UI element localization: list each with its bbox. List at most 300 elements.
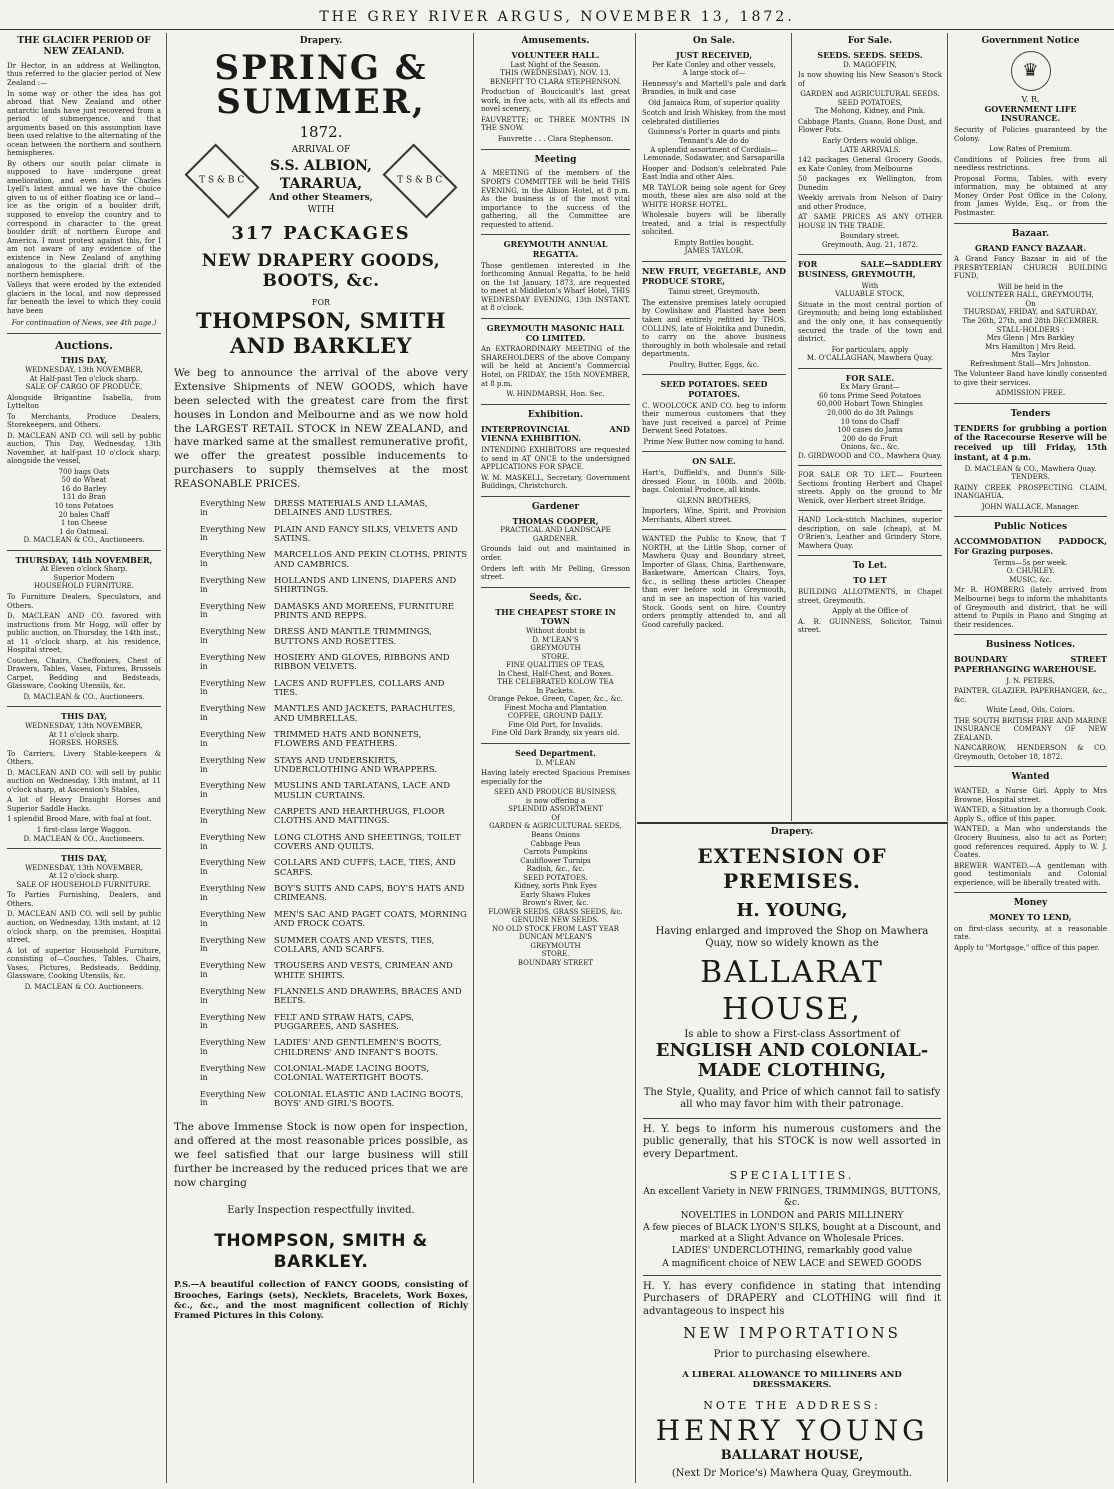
arrival-line: WITH [307,205,335,216]
ad-line: Of [551,813,560,822]
goods-prefix: Everything New in [200,858,266,877]
ad-line: GOVERNMENT LIFE INSURANCE. [984,103,1077,124]
ad-line: GARDEN & AGRICULTURAL SEEDS, [489,822,622,831]
henry-young: HENRY YOUNG [655,1413,929,1447]
goods-prefix: Everything New in [200,1063,266,1082]
goods-item-label: MUSLINS AND TARLATANS, LACE AND MUSLIN CURTAINS. [274,781,451,801]
speciality-item: A few pieces of BLACK LYON'S SILKS, bought at a Discount, and marked at a Slight Advance on Wholesale Prices. [643,1222,941,1245]
goods-prefix: Everything New in [200,986,266,1005]
goods-item-label: COLLARS AND CUFFS, LACE, TIES, AND SCARFS. [274,858,456,878]
goods-item-label: BOY'S SUITS AND CAPS, BOY'S HATS AND CRIMEANS. [274,884,465,904]
gardener-ad [481,517,630,582]
ad-line: D. MACLEAN & CO., Auctioneers. [23,536,145,545]
ad-line: M. O'CALLAGHAN, Mawhera Quay. [806,354,934,363]
ad-line: Old Jamaica Rum, of superior quality [648,98,780,107]
section-drapery: Drapery. [299,36,343,46]
ad-line: Weekly arrivals from Nelson of Dairy and other Produce, [798,194,942,211]
goods-item [174,962,468,981]
ad-line: 50 packages ex Wellington, from Dunedin [798,175,942,192]
goods-item-label: MARCELLOS AND PEKIN CLOTHS, PRINTS AND CAMBRICS. [274,550,468,570]
ad-line: FOR SALE—SADDLERY BUSINESS, GREYMOUTH, [798,259,942,280]
ad-line: INTENDING EXHIBITORS are requested to send in AT ONCE to the undersigned APPLICATIONS FOR SPACE. [481,446,630,472]
goods-prefix: Everything New in [200,884,266,902]
prior-line: Prior to purchasing elsewhere. [713,1349,871,1361]
goods-item-label: COLONIAL ELASTIC AND LACING BOOTS, BOYS' AND GIRL'S BOOTS. [274,1089,464,1109]
ad-line: Cauliflower Turnips [520,856,591,865]
h-young-name: H. YOUNG, [736,900,848,922]
tenders-ad [954,424,1107,512]
section-exhibition: Exhibition. [527,409,584,420]
hand-machines-ad: HAND Lock-stitch Machines, superior description, on sale (cheap), at M. O'Brien's, Leather and Grindery Store, Mawhera Quay. [798,516,942,550]
ad-line: Apply to "Mortgage," office of this paper. [954,943,1100,952]
goods-item [174,834,468,853]
ad-line: LATE ARRIVALS. [839,145,901,154]
section-business: Business Notices. [985,640,1076,651]
specialities-list [643,1187,941,1270]
goods-item [174,859,468,878]
goods-item-label: CARPETS AND HEARTHRUGS, FLOOR CLOTHS AND MATTINGS. [274,807,445,827]
ad-line: RAINY CREEK PROSPECTING CLAIM, INANGAHUA. [954,483,1107,501]
ad-line: Hooper and Dodson's celebrated Pale East India and other Ales. [642,164,786,182]
ad-line: THIS DAY, [60,355,108,366]
ad-line: VOLUNTEER HALL. [511,49,600,60]
wanted-ads [954,787,1107,887]
confidence-line: H. Y. has every confidence in stating that intending Purchasers of DRAPERY and CLOTHING will find it advantageous to inspect his [643,1280,941,1317]
ad-line: THIS (WEDNESDAY), NOV. 13. [500,69,611,78]
section-to-let: To Let. [852,561,888,572]
goods-item [174,680,468,699]
continuation-note: For continuation of News, see 4th page.) [11,319,157,328]
ad-line: A. R. GUINNESS, Solicitor, Tainui street. [798,617,942,635]
goods-item [174,1065,468,1084]
ad-line: 20 bales Chaff [58,510,110,519]
ship-tararua: TARARUA, [279,176,363,193]
ad-line: To Carriers, Livery Stable-keepers & Others. [7,749,161,767]
goods-item [174,757,468,776]
ad-line: Fauvrette . . . Clara Stephenson. [497,134,614,143]
ad-line: 10 tons do Chaff [840,417,900,426]
goods-prefix: Everything New in [200,575,266,594]
goods-prefix: Everything New in [200,704,266,723]
goods-item [174,1039,468,1058]
ad-line: The extensive premises lately occupied by Cowlishaw and Plaisted have been taken and entirely refitted by THOS. COLLINS, late of Hokitika and Dunedin, to carry on the above business thoroughly in both wholesale and retail departments. [642,298,786,359]
section-on-sale: On Sale. [692,36,736,46]
speciality-item: LADIES' UNDERCLOTHING, remarkably good value [671,1246,913,1257]
goods-prefix: Everything New in [200,961,266,979]
ad-line: Seed Department. [515,747,596,758]
crest-label: V. R. [1021,94,1040,104]
ad-line: Prime New Butter now coming to hand. [643,437,785,446]
ad-line: Mr R. HOMBERG (lately arrived from Melbourne) begs to inform the inhabitants of Greymouth and district, that he will attend to Pupils in Piano and Singing at their residences. [954,586,1107,629]
ad-line: WANTED, a Nurse Girl. Apply to Mrs Browne, Hospital street. [954,787,1107,804]
ad-line: Cabbage Peas [530,839,581,848]
section-public-notices: Public Notices [993,522,1068,533]
ad-line: Tainui street, Greymouth. [668,288,760,297]
ad-line: SEED POTATOES. SEED POTATOES. [660,379,768,399]
goods-item [174,526,468,545]
article-para: Dr Hector, in an address at Wellington, thus referred to the glacier period of New Zealand :— [7,61,161,87]
goods-prefix: Everything New in [200,1089,266,1108]
goods-item-label: MANTLES AND JACKETS, PARACHUTES, AND UMBRELLAS. [274,704,456,724]
goods-item-label: COLONIAL-MADE LACING BOOTS, COLONIAL WATERTIGHT BOOTS. [274,1063,429,1084]
ad-line: 1 do Oatmeal. [59,527,109,536]
ad-line: GREYMOUTH [530,941,581,950]
goods-item-label: PLAIN AND FANCY SILKS, VELVETS AND SATINS. [274,524,458,544]
ad-line: GARDEN and AGRICULTURAL SEEDS. [800,90,940,99]
goods-item-label: FLANNELS AND DRAWERS, BRACES AND BELTS. [274,986,462,1007]
column-drapery [169,33,474,1483]
ad-line: SEED AND PRODUCE BUSINESS, [493,788,618,797]
ad-line: The Mohong, Kidney, and Pink. [814,107,926,116]
goods-item [174,551,468,570]
ad-line: To Merchants, Produce Dealers, Storekeepers, and Others. [7,412,161,430]
ad-line: D. M'LEAN'S [532,635,579,644]
ad-line: O. CHURLEY. [1006,567,1055,576]
ad-line: THOMAS COOPER, [512,515,599,526]
style-line: The Style, Quality, and Price of which cannot fail to satisfy all who may favor him with their patronage. [643,1086,941,1111]
ad-line: Mrs Hamilton | Mrs Reid. [985,342,1076,351]
ad-line: 142 packages General Grocery Goods, ex Kate Conley, from Melbourne [798,156,942,173]
ad-line: Proposal Forms, Tables, with every information, may be obtained at any Money Order Post Office in the Colony, from James Wylde, Esq., or from the Postmaster. [954,174,1107,217]
ad-line: To Parties Furnishing, Dealers, and Others. [7,891,161,908]
article-para: Valleys that were eroded by the extended glaciers in the local, and now depressed far beneath the level to which they could have been [7,281,161,315]
goods-item-label: LADIES' AND GENTLEMEN'S BOOTS, CHILDRENS' AND INFANT'S BOOTS. [274,1038,442,1058]
ecm-clothing: ENGLISH AND COLONIAL-MADE CLOTHING, [655,1040,929,1082]
ad-line: In Packets. [535,686,575,695]
packages: 317 PACKAGES [231,222,411,244]
enlarged-line: Having enlarged and improved the Shop on Mawhera Quay, now so widely known as the [655,925,929,950]
extension-ad [637,822,948,1482]
ad-line: INTERPROVINCIAL AND VIENNA EXHIBITION. [481,423,630,444]
able-line: Is able to show a First-class Assortment of [684,1028,900,1040]
ad-line: To Furniture Dealers, Speculators, and Others. [7,593,161,610]
ad-line: SEED POTATOES. [523,873,588,882]
for-sale-ad [798,374,942,461]
exhibition-ad [481,425,630,491]
ad-line: Superior Modern [53,573,115,582]
ps-note: P.S.—A beautiful collection of FANCY GOODS, consisting of Brooches, Earings (sets), Necklets, Bracelets, Work Boxes, &c., &c., and the most magnificent collection of Richly Framed Pictures in this Colony. [174,1280,468,1322]
goods-prefix: Everything New in [200,678,266,697]
ad-line: Per Kate Conley and other vessels, [652,60,776,69]
ad-line: Is now showing his New Season's Stock of [798,71,942,88]
arrival-line: And other Steamers, [269,193,373,204]
section-auctions: Auctions. [55,338,113,352]
ad-line: WEDNESDAY, 13th NOVEMBER, [25,722,143,731]
ad-line: At 12 o'clock sharp. [48,872,120,881]
ad-line: WANTED, a Man who understands the Grocery Business, also to act as Porter; good references required. Apply to W. J. Coates. [954,825,1107,860]
ad-line: A splendid assortment of Cordials— [650,145,778,154]
ad-line: 1 first-class large Waggon. [36,825,132,834]
column-news [2,33,167,1483]
ad-line: STORE. [541,950,570,959]
ship-albion: S.S. ALBION, [270,157,372,174]
section-wanted: Wanted [1011,772,1050,783]
ad-line: Situate in the most central portion of Greymouth; and being long established and the only one, it has consequently secured the trade of the town and district. [798,300,942,344]
ad-line: MR TAYLOR being sole agent for Grey mouth, these ales are also sold at the WHITE HORSE HOTEL. [642,183,786,209]
ad-line: A lot of Heavy Draught Horses and Superior Saddle Hacks. [7,796,161,813]
goods-prefix: Everything New in [200,1012,266,1031]
goods-item-label: DRESS MATERIALS AND LLAMAS, DELAINES AND LUSTRES. [274,498,428,519]
goods-item [174,988,468,1007]
ad-line: TENDERS for grubbing a portion of the Racecourse Reserve will be received up till Friday, 15th instant, at 4 p.m. [954,422,1107,462]
goods-item [174,731,468,750]
seeds-ad [798,51,942,249]
auction-3 [7,712,161,843]
ad-line: WANTED, a Situation by a thorough Cook. Apply S., office of this paper. [954,806,1107,823]
auction-4 [7,854,161,991]
ad-line: Terms—5s per week. [993,558,1068,567]
on-sale-ad [642,457,786,524]
section-drapery-2: Drapery. [770,827,814,837]
ad-line: BOUNDARY STREET [517,958,594,967]
ad-line: GENUINE NEW SEEDS. [511,916,599,925]
ad-line: FOR SALE. [845,372,895,383]
goods-item [174,911,468,930]
public-notices [954,537,1107,629]
ad-line: Brown's River, &c. [522,899,589,908]
ad-line: THE SOUTH BRITISH FIRE AND MARINE INSURANCE COMPANY OF NEW ZEALAND. [954,716,1107,742]
ad-line: Production of Boucicault's last great work, in five acts, with all its effects and novel scenery, [481,88,630,114]
column-notices [949,33,1112,1483]
ad-line: Without doubt is [526,627,585,636]
specialities: SPECIALITIES. [729,1169,855,1183]
column-on-sale [637,33,792,821]
closing-paragraph: The above Immense Stock is now open for inspection, and offered at the most reasonable prices possible, as we feel satisfied that our large business will still further be increased by the reduced prices that we are now charging [174,1121,468,1189]
ad-line: THE CELEBRATED KOLOW TEA [497,678,614,687]
volunteer-hall-ad [481,51,630,144]
goods-line: NEW DRAPERY GOODS, BOOTS, &c. [201,250,441,292]
ad-line: Fine Old Dark Brandy, six years old. [491,729,620,738]
speciality-item: NOVELTIES in LONDON and PARIS MILLINERY [680,1210,904,1221]
ad-line: SEED POTATOES, [837,98,903,107]
ad-line: Ex Mary Grant— [840,383,900,392]
seed-potatoes-ad [642,380,786,446]
ad-line: Orders left with Mr Pelling, Gresson street. [481,564,630,582]
ad-line: D. MACLEAN & CO., Auctioneers. [23,692,145,701]
ad-line: 60 tons Prime Seed Potatoes [819,391,921,400]
goods-item [174,1091,468,1110]
goods-prefix: Everything New in [200,730,266,748]
ad-line: Onions, &c., &c. [840,443,900,452]
liberal-allowance: A LIBERAL ALLOWANCE TO MILLINERS AND DRESSMAKERS. [682,1369,902,1391]
goods-item [174,577,468,596]
section-seeds: Seeds, &c. [529,592,582,603]
goods-prefix: Everything New in [200,781,266,800]
ad-line: D. MACLEAN AND CO. will sell by public auction, on Wednesday, 13th instant, at 12 o'clock sharp, on the premises, Hospital street, [7,910,161,945]
ad-line: Orange Pekoe, Green, Caper, &c., &c. [488,695,623,704]
goods-prefix: Everything New in [200,652,266,671]
ad-line: NEW FRUIT, VEGETABLE, AND PRODUCE STORE, [642,265,786,286]
ad-line: WEDNESDAY, 13th NOVEMBER, [25,863,143,872]
section-tenders: Tenders [1010,408,1051,419]
goods-prefix: Everything New in [200,627,266,646]
goods-item-label: DRESS AND MANTLE TRIMMINGS, BUTTONS AND ROSETTES. [274,627,432,647]
ad-line: ADMISSION FREE. [995,389,1066,398]
ad-line: TENDERS. [1011,473,1050,482]
ad-line: In Chest, Half-Chest, and Boxes. [497,669,614,678]
business-notices [954,655,1107,761]
ad-line: TO LET [853,575,887,586]
ad-line: Cabbage Plants, Guano, Bone Dust, and Flower Pots. [798,117,942,135]
auction-2 [7,556,161,702]
ad-line: FINE QUALITIES OF TEAS, [506,661,605,670]
section-money: Money [1013,898,1048,909]
goods-item [174,937,468,956]
ad-line: Guinness's Porter in quarts and pints [647,128,781,137]
ad-line: is now offering a [525,796,586,805]
ad-line: 10 tons Potatoes [54,502,114,510]
goods-item-label: LACES AND RUFFLES, COLLARS AND TIES. [274,678,445,698]
ad-line: SEEDS. SEEDS. SEEDS. [817,49,923,60]
bazaar-ad [954,244,1107,398]
ad-line: At Half-past Ten o'clock sharp. [29,374,139,383]
ad-line: For particulars, apply [831,345,909,354]
ad-line: ACCOMMODATION PADDOCK, For Grazing purposes. [954,536,1107,557]
wanted-public-ad: WANTED the Public to Know, that T NORTH, at the Little Shop, corner of Mawhera Quay and Boundary street, Importer of Glass, China, Earthenware, Basketware, American Chairs, Toys, &c., is selling these articles Cheaper than ever before sold in Greymouth, and in see an inspection of his varied Stock. Goods sent on hire. Country orders promptly attended to, and all Good carefully packed. [642,535,786,629]
ad-line: Beans Onions [531,830,580,839]
goods-item-label: SUMMER COATS AND VESTS, TIES, COLLARS, AND SCARFS. [274,935,435,955]
goods-item [174,808,468,827]
ballarat-house: BALLARAT HOUSE, [700,954,884,1028]
cheapest-store-ad [481,608,630,738]
ad-line: W. M. MASKELL, Secretary, Government Buildings, Christchurch. [481,473,630,491]
ad-line: Tennant's Ale do do [679,136,749,145]
ad-line: Security of Policies guaranteed by the Colony. [954,126,1107,143]
goods-prefix: Everything New in [200,807,266,825]
ad-line: VALUABLE STOCK, [835,290,905,299]
ad-line: Empty Bottles bought. [674,238,754,247]
ad-line: Will be held in the [998,282,1063,291]
ad-line: 700 bags Oats [58,467,110,476]
ad-line: Scotch and Irish Whiskey, from the most celebrated distilleries [642,109,786,126]
ad-line: Wholesale buyers will be liberally treated, and a trial is respectfully solicited. [642,211,786,237]
ad-line: 100 cases do Jams [837,426,903,435]
ad-line: A lot of superior Household Furniture, consisting of—Couches, Tables, Chairs, Vases, Pictures, Bedsteads, Bedding, Glassware, Cooking Utensils, &c. [7,946,161,981]
ad-line: Conditions of Policies free from all needless restrictions. [954,155,1107,173]
ad-line: D. MACLEAN & CO. Auctioneers. [24,982,144,991]
ad-line: With [861,281,879,290]
goods-prefix: Everything New in [200,909,266,928]
article-title: THE GLACIER PERIOD OF NEW ZEALAND. [17,36,151,57]
goods-prefix: Everything New in [200,832,266,851]
ad-line: Carrots Pumpkins [523,848,588,857]
to-let-ad [798,576,942,634]
ad-line: Poultry, Butter, Eggs, &c. [669,360,759,369]
ad-line: Last Night of the Season. [510,60,601,69]
ad-line: BENEFIT TO CLARA STEPHENSON. [489,77,622,86]
ad-line: Those gentlemen interested in the forthcoming Annual Regatta, to be held on the 1st January, 1873, are requested to meet at Middleton's Wharf Hotel, THIS WEDNESDAY EVENING, 13th INSTANT, at 8 o'clock. [481,261,630,313]
ad-line: Early Orders would oblige. [822,136,918,145]
ad-line: 200 do do Fruit [842,434,898,443]
ad-line: FAUVRETTE; or, THREE MONTHS IN THE SNOW. [481,115,630,133]
ad-line: 50 do Wheat [61,476,107,485]
section-bazaar: Bazaar. [1011,228,1050,239]
ad-line: THURSDAY, 14th NOVEMBER, [15,554,153,565]
gov-insurance-ad [954,105,1107,218]
ad-line: PRACTICAL AND LANDSCAPE GARDENER. [500,526,611,543]
ad-line: NANCARROW, HENDERSON & CO. Greymouth, October 18, 1872. [954,744,1107,761]
ad-line: VOLUNTEER HALL, GREYMOUTH, [967,291,1094,300]
section-for-sale: For Sale. [847,36,893,46]
ad-line: MUSIC, &c. [1009,575,1052,584]
ad-line: A Grand Fancy Bazaar in aid of the PRESBYTERIAN CHURCH BUILDING FUND, [954,255,1107,281]
speciality-item: An excellent Variety in NEW FRINGES, TRIMMINGS, BUTTONS, &c. [643,1187,941,1209]
ad-line: JUST RECEIVED, [676,49,752,60]
ad-line: GREYMOUTH [530,644,581,653]
ad-line: D. MACLEAN & CO., Auctioneers. [23,834,145,843]
begs-line: H. Y. begs to inform his numerous customers and the public generally, that his STOCK is now well assorted in every Department. [643,1123,941,1160]
goods-item-label: STAYS AND UNDERSKIRTS, UNDERCLOTHING AND WRAPPERS. [274,755,438,776]
ad-line: BUILDING ALLOTMENTS, in Chapel street, Greymouth. [798,588,942,605]
goods-item [174,654,468,673]
ad-line: GLENN BROTHERS, [677,496,751,505]
ad-line: Finest Mocha and Plantation [504,703,607,712]
ad-line: Fine Old Port, for Invalids. [508,720,603,729]
goods-item [174,885,468,904]
extension-title: EXTENSION OF PREMISES. [697,844,887,894]
ad-line: Boundary street. [840,232,900,241]
goods-item [174,628,468,647]
goods-item-label: MEN'S SAC AND PAGET COATS, MORNING AND FROCK COATS. [274,909,467,930]
ad-line: Couches, Chairs, Cheffoniers, Chest of Drawers, Tables, Vases, Fixtures, Brussels Carpet, Bedding and Bedsteads, Glassware, Cooking Utensils, &c. [7,656,161,691]
ad-line: D. GIRDWOOD and CO., Mawhera Quay. [798,451,942,460]
ad-line: 1 ton Cheese [60,519,108,528]
ad-line: BOUNDARY STREET PAPERHANGING WAREHOUSE. [954,654,1107,674]
ad-line: SPLENDID ASSORTMENT [508,805,603,814]
sale-or-let-ad: FOR SALE OR TO LET.— Fourteen Sections fronting Herbert and Chapel streets. Apply on the ground to Mr Wenick, over Herbert street Bridge. [798,471,942,505]
intro-paragraph: We beg to announce the arrival of the above very Extensive Shipments of NEW GOODS, which have been selected with the greatest care from the first houses in London and Melbourne and as we now hold the LARGEST RETAIL STOCK in NEW ZEALAND, and have marked same at the smallest remunerative profit, we offer the greatest possible inducements to purchasers to supply themselves at the most REASONABLE PRICES. [174,367,468,490]
article-para: In some way or other the idea has got abroad that New Zealand and other antarctic lands have just recovered from a period of submergence, and that arguments based on this assumption have been used relative to the alternating of the ocean between the northern and southern hemispheres. [7,89,161,158]
ad-line: Refreshment Stall—Mrs Johnston. [970,359,1091,368]
ad-line: Greymouth, Aug. 21, 1872. [821,240,919,249]
royal-crest-icon: ♛ [1011,51,1051,91]
ad-line: Lemonade, Sodawater, and Sarsaparilla [643,154,785,163]
ad-line: W. HINDMARSH, Hon. Sec. [506,390,605,399]
ad-line: 20,000 do do 3ft Palings [826,408,914,417]
ad-line: D. MACLEAN AND CO. will sell by public auction on Wednesday, 13th instant, at 11 o'clock sharp, at Ascension's Stables, [7,768,161,794]
goods-prefix: Everything New in [200,550,266,568]
goods-item-label: HOSIERY AND GLOVES, RIBBONS AND RIBBON VELVETS. [274,652,450,673]
ad-line: At Eleven o'clock Sharp. [40,565,128,574]
year: 1872. [299,122,343,141]
firm-logo-left: T S & B C [185,144,260,219]
ad-line: Importers, Wine, Spirit, and Provision Merchants, Albert street. [642,507,786,524]
goods-item-label: FELT AND STRAW HATS, CAPS, PUGGAREES, AND SASHES. [274,1012,414,1032]
ad-line: THURSDAY, FRIDAY, and SATURDAY, [963,308,1098,317]
section-meeting: Meeting [534,154,577,165]
ad-line: 1 splendid Brood Mare, with foal at foot. [7,815,152,824]
ad-line: PAINTER, GLAZIER, PAPERHANGER, &c., &c. [954,687,1107,704]
ad-line: SALE OF HOUSEHOLD FURNITURE. [16,880,152,889]
ad-line: Hart's, Duffield's, and Dunn's Silk-dressed Flour, in 100lb. and 200lb. bags. Colonial Produce, all kinds. [642,469,786,495]
speciality-item: A magnificent choice of NEW LACE and SEWED GOODS [662,1258,922,1269]
ad-line: 131 do Bran [62,493,106,502]
headline: SPRING & SUMMER, [214,47,428,122]
goods-item-label: TRIMMED HATS AND BONNETS, FLOWERS AND FEATHERS. [274,730,422,750]
ad-line: COFFEE, GROUND DAILY. [507,712,604,721]
ad-line: Hennessy's and Martell's pale and dark Brandies, in bulk and case [642,79,786,97]
firm-name: THOMPSON, SMITH AND BARKLEY [196,307,446,359]
ad-line: HORSES. HORSES. [49,739,119,748]
ad-line: Apply at the Office of [832,607,908,616]
ad-line: GREYMOUTH ANNUAL REGATTA. [503,239,608,259]
ad-line: Alongside Brigantine Isabella, from Lyttelton [7,393,161,411]
goods-item [174,500,468,519]
ad-line: White Lead, Oils, Colors. [986,706,1075,715]
goods-prefix: Everything New in [200,498,266,517]
goods-item-label: TROUSERS AND VESTS, CRIMEAN AND WHITE SHIRTS. [274,961,453,981]
goods-item-label: LONG CLOTHS AND SHEETINGS, TOILET COVERS AND QUILTS. [274,832,461,853]
